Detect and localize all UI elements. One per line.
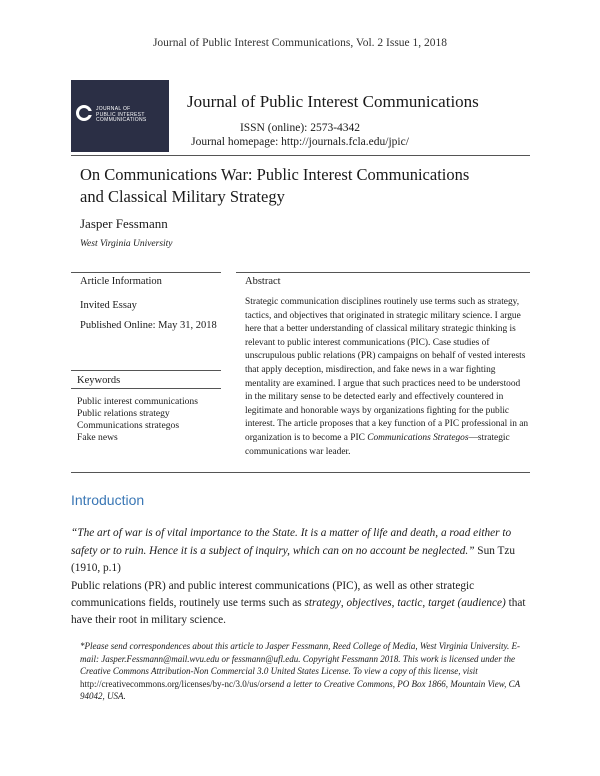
- abstract-text-end: —strategic communications war leader.: [245, 432, 510, 457]
- epigraph-quote: [71, 525, 531, 578]
- logo-line-2: PUBLIC INTEREST: [96, 111, 145, 118]
- article-title-line-1: On Communications War: Public Interest Communications: [80, 165, 470, 184]
- keyword-list: [77, 396, 198, 444]
- quote-attribution: Sun Tzu (1910, p.1): [71, 544, 516, 574]
- abstract-text: Strategic communication disciplines routinely use terms such as strategy, tactics, and objectives that originated in strategic military science. I argue here that a better understanding of classical military strategic thinking is relevant to public interest communications (PIC). Case studies of unscrupulous public relations (PR) campaigns on behalf of vested interests that apply deception, misdirection, and fake news in a war fighting mentality are examined. I argue that such practices need to be understood in the military sense to be detected early and effectively countered in legitimate and honorable ways by organizations fighting for the public interest. The article proposes that a key function of a PIC professional in an organization is to become a PIC: [245, 297, 529, 443]
- italic-term: tactic: [397, 597, 423, 609]
- running-head: Journal of Public Interest Communications, Vol. 2 Issue 1, 2018: [152, 37, 448, 49]
- italic-term: target (audience): [428, 597, 506, 609]
- journal-issn: ISSN (online): 2573-4342: [239, 122, 361, 134]
- keywords-rule-lower: [71, 388, 221, 389]
- front-matter-divider: [71, 472, 530, 473]
- quote-text: “The art of war is of vital importance to the State. It is a matter of life and death, a road either to safety or to ruin. Hence it is a subject of inquiry, which can on no account be neglected.”: [71, 527, 512, 557]
- logo-line-3: COMMUNICATIONS: [96, 117, 147, 124]
- abstract-heading: Abstract: [245, 276, 281, 287]
- abstract-body: [245, 296, 529, 459]
- section-heading-introduction: Introduction: [71, 492, 145, 508]
- published-date: Published Online: May 31, 2018: [80, 320, 217, 331]
- keywords-rule: [71, 370, 221, 371]
- italic-term: objectives: [346, 597, 392, 609]
- article-title: [80, 164, 530, 208]
- logo-mark-icon: [76, 105, 92, 121]
- keyword-item: Public relations strategy: [77, 408, 170, 419]
- abstract-rule: [236, 272, 530, 273]
- separator: ,: [340, 597, 347, 609]
- article-title-line-2: and Classical Military Strategy: [80, 187, 285, 206]
- keyword-item: Public interest communications: [77, 396, 198, 407]
- journal-homepage: Journal homepage: http://journals.fcla.edu/jpic/: [191, 136, 409, 148]
- author-affiliation: West Virginia University: [80, 239, 173, 249]
- header-divider: [71, 155, 530, 156]
- paragraph-text-end: that have their root in military science.: [71, 597, 526, 626]
- keywords-heading: Keywords: [77, 375, 121, 386]
- article-type: Invited Essay: [80, 300, 137, 311]
- paragraph-text: Public relations (PR) and public interest communications (PIC), as well as other strategic communications fields, routinely use terms such as: [71, 580, 475, 609]
- footnote-text-end: orsend a letter to Creative Commons, PO Box 1866, Mountain View, CA 94042, USA.: [80, 678, 520, 701]
- journal-title: Journal of Public Interest Communications: [187, 92, 479, 111]
- article-info-heading: Article Information: [80, 276, 162, 287]
- intro-paragraph: [71, 578, 531, 629]
- separator: ,: [422, 597, 429, 609]
- footnote-text: *Please send correspondences about this article to Jasper Fessmann, Reed College of Media, West Virginia University. E-mail: Jasper.Fessmann@mail.wvu.edu or fessmann@ufl.edu. Copyright Fessmann 2018. This work is licensed under the Creative Commons Attribution-Non Commercial 3.0 United States License. To view a copy of this license, visit: [80, 641, 521, 676]
- keyword-item: Communications strategos: [77, 420, 180, 431]
- keyword-item: Fake news: [77, 432, 118, 443]
- italic-term: strategy: [304, 597, 341, 609]
- article-author: Jasper Fessmann: [80, 216, 168, 231]
- license-link[interactable]: http://creativecommons.org/licenses/by-nc/3.0/us/: [80, 678, 260, 689]
- correspondence-footnote: [80, 640, 525, 703]
- info-rule: [71, 272, 221, 273]
- separator: ,: [391, 597, 398, 609]
- abstract-italic-term: Communications Strategos: [367, 432, 469, 443]
- logo-line-1: JOURNAL OF: [96, 106, 131, 112]
